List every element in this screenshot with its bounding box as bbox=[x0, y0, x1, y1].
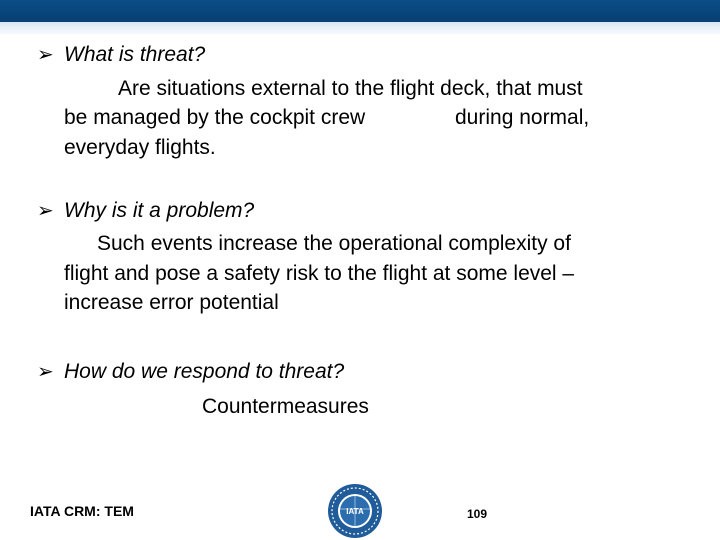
answer-line: during normal, bbox=[455, 106, 590, 129]
seal-text: IATA bbox=[346, 507, 364, 516]
header-bar bbox=[0, 0, 720, 22]
answer-line: Countermeasures bbox=[202, 395, 369, 418]
question-how-respond: How do we respond to threat? bbox=[64, 360, 345, 383]
answer-line: everyday flights. bbox=[64, 136, 216, 159]
answer-line: increase error potential bbox=[64, 291, 279, 314]
header-gradient bbox=[0, 22, 720, 34]
arrow-bullet-icon: ➢ bbox=[37, 361, 54, 383]
footer-title: IATA CRM: TEM bbox=[30, 503, 134, 519]
arrow-bullet-icon: ➢ bbox=[37, 200, 54, 222]
page-number: 109 bbox=[467, 507, 488, 521]
answer-line: Such events increase the operational complexity of bbox=[97, 232, 571, 255]
question-why-problem: Why is it a problem? bbox=[64, 199, 255, 222]
answer-line: be managed by the cockpit crew bbox=[64, 106, 366, 129]
answer-line: flight and pose a safety risk to the flight at some level – bbox=[64, 262, 575, 285]
answer-line: Are situations external to the flight deck, that must bbox=[118, 77, 583, 100]
iata-seal-icon bbox=[326, 482, 384, 540]
question-what-is-threat: What is threat? bbox=[64, 43, 206, 66]
arrow-bullet-icon: ➢ bbox=[37, 44, 54, 66]
